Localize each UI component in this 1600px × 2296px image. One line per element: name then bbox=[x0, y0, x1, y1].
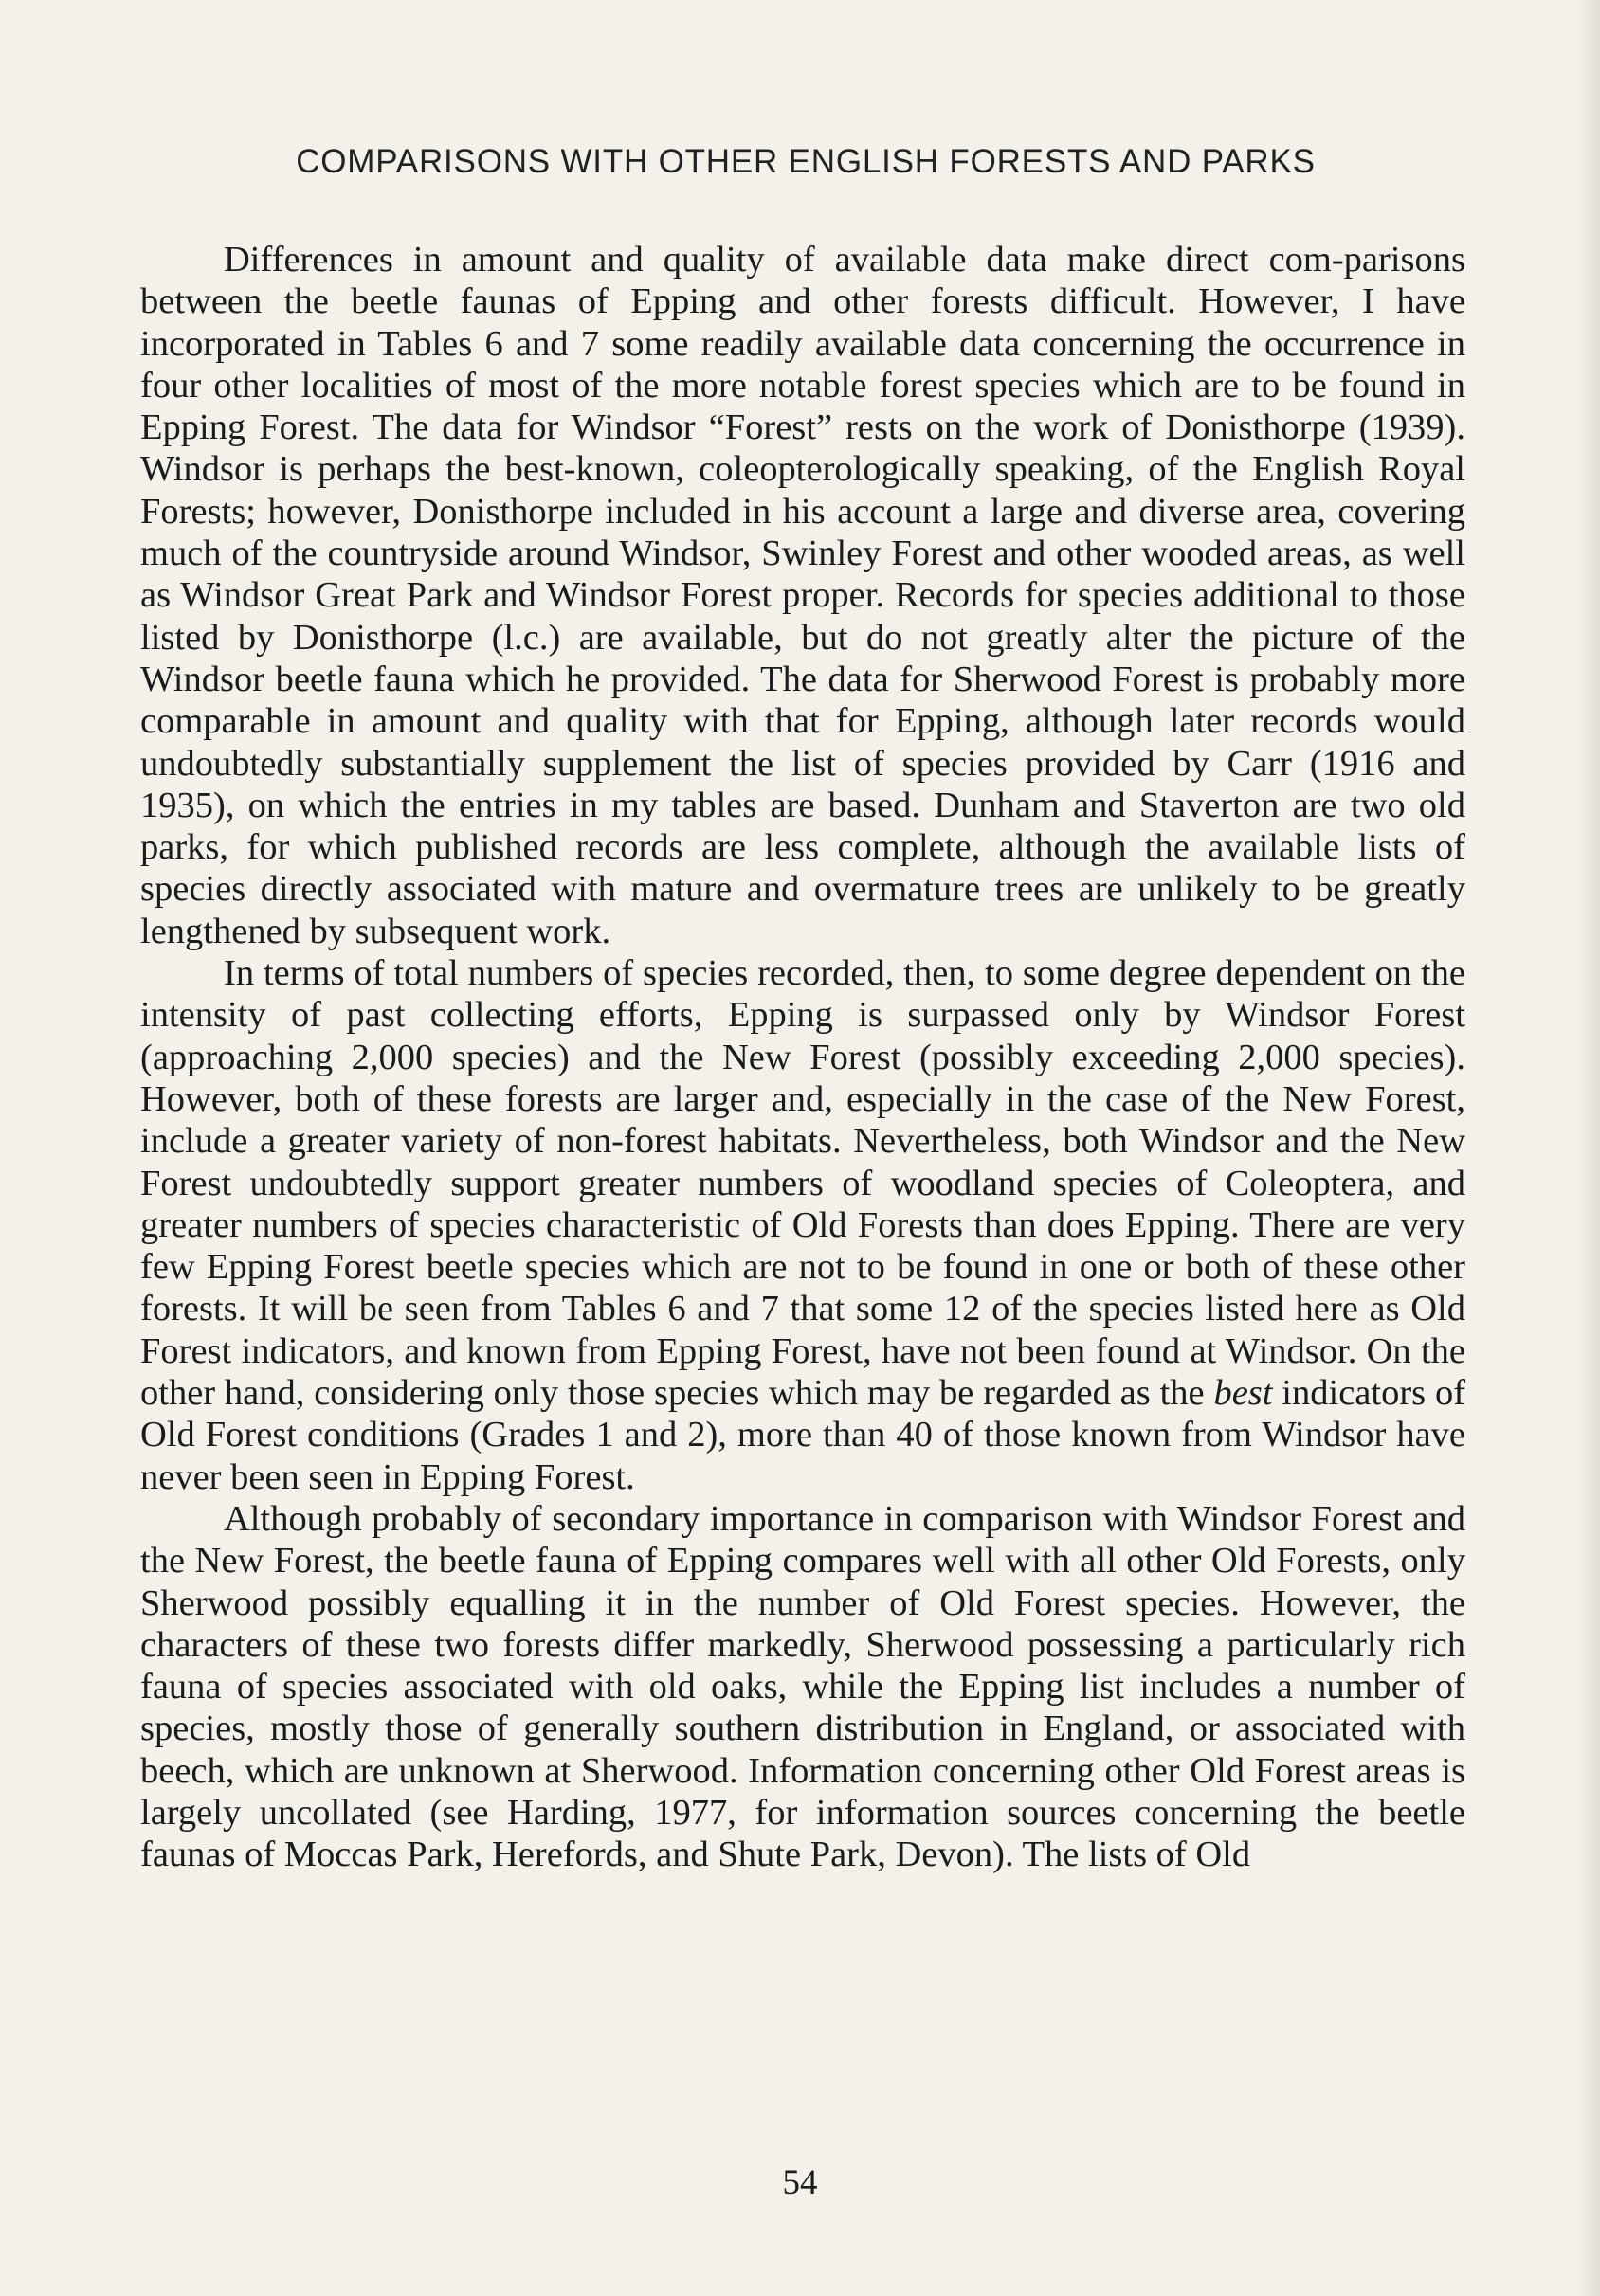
paragraph-3-text: Although probably of secondary importance in comparison with Windsor Forest and the New Forest, the beetle fauna of Epping compares well with all other Old Forests, only Sherwood possibly equalling it in the number of Old Forest species. However, the characters of these two forests differ markedly, Sherwood possessing a particularly rich fauna of species associated with old oaks, while the Epping list includes a number of species, mostly those of generally southern distribution in England, or associated with beech, which are unknown at Sherwood. Information concerning other Old Forest areas is largely uncollated (see Harding, 1977, for information sources concerning the beetle faunas of Moccas Park, Herefords, and Shute Park, Devon). The lists of Old bbox=[140, 1498, 1465, 1875]
body-text bbox=[140, 239, 1465, 1876]
paragraph-2-text-start: In terms of total numbers of species recorded, then, to some degree dependent on the intensity of past collecting efforts, Epping is surpassed only by Windsor Forest (approaching 2,000 species) and the New Forest (possibly exceeding 2,000 species). However, both of these forests are larger and, especially in the case of the New Forest, include a greater variety of non-forest habitats. Nevertheless, both Windsor and the New Forest undoubtedly support greater numbers of woodland species of Coleoptera, and greater numbers of species characteristic of Old Forests than does Epping. There are very few Epping Forest beetle species which are not to be found in one or both of these other forests. It will be seen from Tables 6 and 7 that some 12 of the species listed here as Old Forest indicators, and known from Epping Forest, have not been found at Windsor. On the other hand, considering only those species which may be regarded as the bbox=[140, 953, 1465, 1414]
page-title: COMPARISONS WITH OTHER ENGLISH FORESTS AND PARKS bbox=[296, 143, 1316, 180]
paragraph-2-text-end: indicators of Old Forest conditions (Grades 1 and 2), more than 40 of those known from Windsor have never been seen in Epping Forest. bbox=[140, 1373, 1466, 1497]
paragraph-3 bbox=[140, 1498, 1465, 1876]
page-edge-shadow bbox=[1575, 0, 1600, 2296]
emphasis-word-best: best bbox=[1213, 1373, 1273, 1414]
paragraph-1-text: Differences in amount and quality of available data make direct com-parisons between the beetle faunas of Epping and other forests difficult. However, I have incorporated in Tables 6 and 7 some readily available data concerning the occurrence in four other localities of most of the more notable forest species which are to be found in Epping Forest. The data for Windsor “Forest” rests on the work of Donisthorpe (1939). Windsor is perhaps the best-known, coleopterologically speaking, of the English Royal Forests; however, Donisthorpe included in his account a large and diverse area, covering much of the countryside around Windsor, Swinley Forest and other wooded areas, as well as Windsor Great Park and Windsor Forest proper. Records for species additional to those listed by Donisthorpe (l.c.) are available, but do not greatly alter the picture of the Windsor beetle fauna which he provided. The data for Sherwood Forest is probably more comparable in amount and quality with that for Epping, although later records would undoubtedly substantially supplement the list of species provided by Carr (1916 and 1935), on which the entries in my tables are based. Dunham and Staverton are two old parks, for which published records are less complete, although the available lists of species directly associated with mature and overmature trees are unlikely to be greatly lengthened by subsequent work. bbox=[140, 240, 1465, 951]
paragraph-2 bbox=[140, 952, 1465, 1498]
page-number: 54 bbox=[782, 2163, 818, 2202]
paragraph-1 bbox=[140, 239, 1465, 952]
